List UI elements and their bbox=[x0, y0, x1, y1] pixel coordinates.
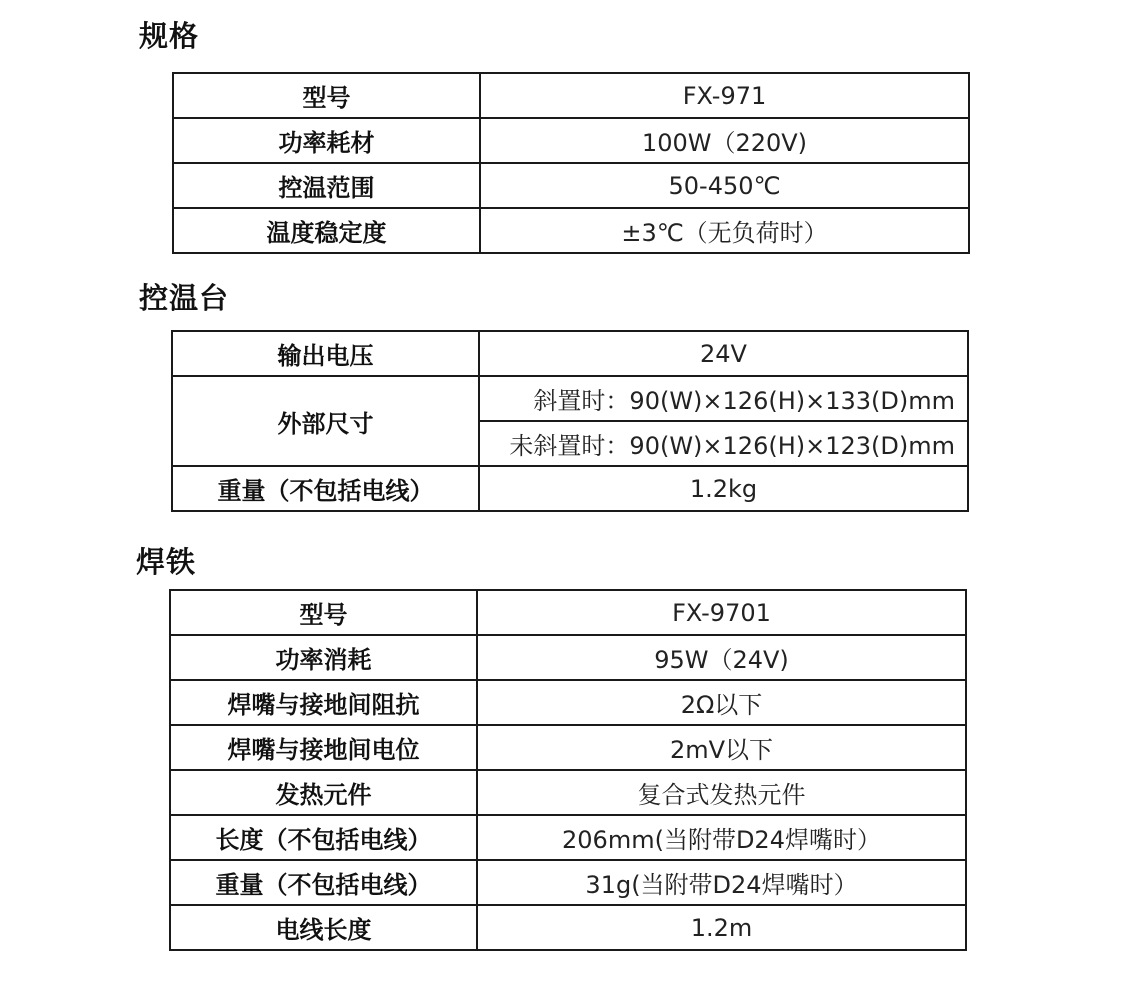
iron-heading: 焊铁 bbox=[136, 545, 197, 579]
row-value: 24V bbox=[479, 331, 968, 376]
station-heading: 控温台 bbox=[139, 281, 230, 315]
row-label: 控温范围 bbox=[173, 163, 480, 208]
table-row bbox=[170, 860, 966, 905]
row-label: 长度（不包括电线） bbox=[170, 815, 477, 860]
row-label: 外部尺寸 bbox=[172, 376, 479, 466]
row-label: 重量（不包括电线） bbox=[172, 466, 479, 511]
row-value: ±3℃（无负荷时） bbox=[480, 208, 969, 253]
row-value: 2mV以下 bbox=[477, 725, 966, 770]
row-label: 型号 bbox=[170, 590, 477, 635]
row-value: FX-971 bbox=[480, 73, 969, 118]
row-value: 2Ω以下 bbox=[477, 680, 966, 725]
table-row bbox=[172, 466, 968, 511]
specs-heading: 规格 bbox=[139, 19, 200, 53]
row-label: 温度稳定度 bbox=[173, 208, 480, 253]
row-value: 50-450℃ bbox=[480, 163, 969, 208]
row-label: 焊嘴与接地间阻抗 bbox=[170, 680, 477, 725]
row-value: 未斜置时：90(W)×126(H)×123(D)mm bbox=[479, 421, 968, 466]
row-value: 100W（220V) bbox=[480, 118, 969, 163]
table-row bbox=[173, 118, 969, 163]
row-label: 型号 bbox=[173, 73, 480, 118]
table-row bbox=[172, 331, 968, 376]
row-label: 发热元件 bbox=[170, 770, 477, 815]
row-value: FX-9701 bbox=[477, 590, 966, 635]
row-value: 31g(当附带D24焊嘴时） bbox=[477, 860, 966, 905]
table-row bbox=[170, 590, 966, 635]
row-value: 斜置时：90(W)×126(H)×133(D)mm bbox=[479, 376, 968, 421]
row-label: 功率耗材 bbox=[173, 118, 480, 163]
table-row bbox=[173, 208, 969, 253]
station-table bbox=[171, 330, 969, 512]
table-row bbox=[173, 163, 969, 208]
row-label: 重量（不包括电线） bbox=[170, 860, 477, 905]
row-label: 焊嘴与接地间电位 bbox=[170, 725, 477, 770]
table-row bbox=[170, 815, 966, 860]
table-row bbox=[170, 770, 966, 815]
row-value: 1.2kg bbox=[479, 466, 968, 511]
row-value: 复合式发热元件 bbox=[477, 770, 966, 815]
iron-table bbox=[169, 589, 967, 951]
row-value: 95W（24V) bbox=[477, 635, 966, 680]
table-row bbox=[173, 73, 969, 118]
table-row bbox=[172, 376, 968, 421]
row-value: 1.2m bbox=[477, 905, 966, 950]
row-value: 206mm(当附带D24焊嘴时） bbox=[477, 815, 966, 860]
table-row bbox=[170, 725, 966, 770]
specs-table bbox=[172, 72, 970, 254]
row-label: 电线长度 bbox=[170, 905, 477, 950]
table-row bbox=[170, 635, 966, 680]
table-row bbox=[170, 680, 966, 725]
table-row bbox=[170, 905, 966, 950]
row-label: 输出电压 bbox=[172, 331, 479, 376]
row-label: 功率消耗 bbox=[170, 635, 477, 680]
